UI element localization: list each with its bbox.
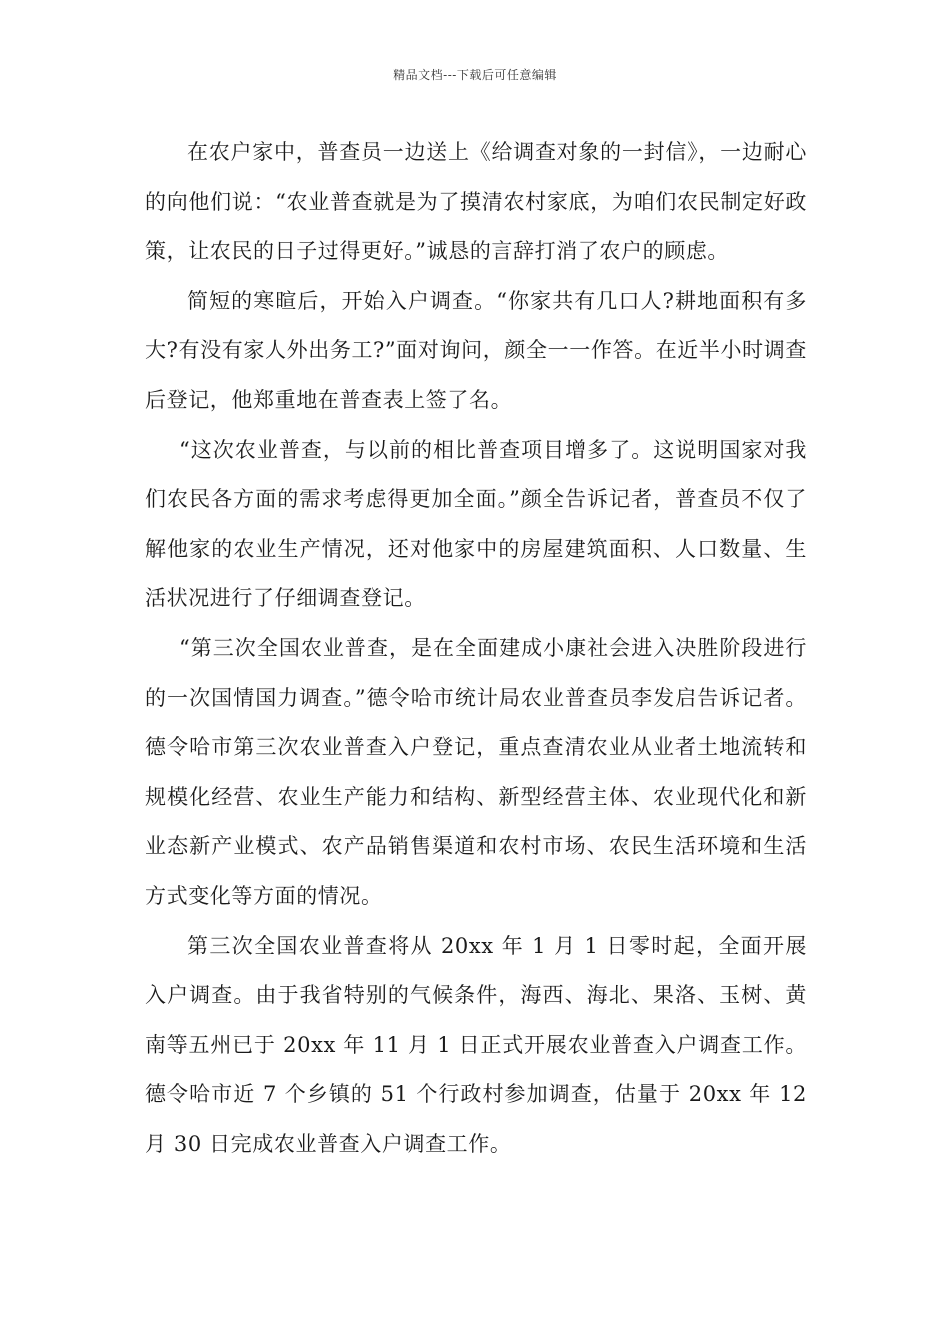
paragraph-5: 第三次全国农业普查将从 20xx 年 1 月 1 日零时起，全面开展入户调查。由于我省特别的气候条件，海西、海北、果洛、玉树、黄南等五州已于 20xx 年 11 月 1 日正式开展农业普查入户调查工作。德令哈市近 7 个乡镇的 51 个行政村参加调查，估量于 20xx 年 12 月 30 日完成农业普查入户调查工作。 [145,933,807,1156]
document-body [145,128,807,1169]
paragraph-3: “这次农业普查，与以前的相比普查项目增多了。这说明国家对我们农民各方面的需求考虑得更加全面。”颜全告诉记者，普查员不仅了解他家的农业生产情况，还对他家中的房屋建筑面积、人口数量、生活状况进行了仔细调查登记。 [145,437,807,611]
page-header: 精品文档---下载后可任意编辑 [393,68,557,82]
paragraph-4: “第三次全国农业普查，是在全面建成小康社会进入决胜阶段进行的一次国情国力调查。”德令哈市统计局农业普查员李发启告诉记者。德令哈市第三次农业普查入户登记，重点查清农业从业者土地流转和规模化经营、农业生产能力和结构、新型经营主体、农业现代化和新业态新产业模式、农产品销售渠道和农村市场、农民生活环境和生活方式变化等方面的情况。 [145,635,807,908]
paragraph-1: 在农户家中，普查员一边送上《给调查对象的一封信》，一边耐心的向他们说：“农业普查就是为了摸清农村家底，为咱们农民制定好政策，让农民的日子过得更好。”诚恳的言辞打消了农户的顾虑。 [145,140,807,264]
paragraph-2: 简短的寒暄后，开始入户调查。“你家共有几口人?耕地面积有多大?有没有家人外出务工?”面对询问，颜全一一作答。在近半小时调查后登记，他郑重地在普查表上签了名。 [145,288,807,412]
